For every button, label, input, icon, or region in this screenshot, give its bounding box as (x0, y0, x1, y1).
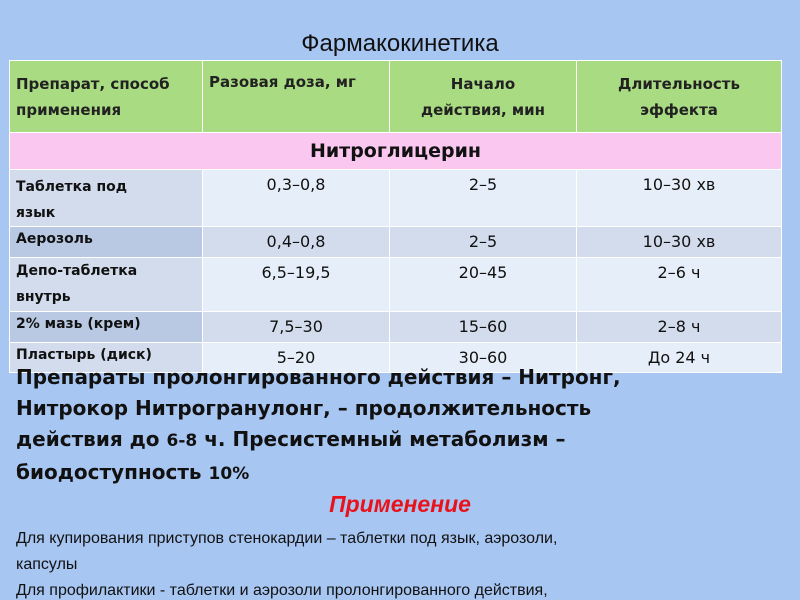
row-duration: 10–30 хв (577, 227, 782, 258)
row-duration: До 24 ч (577, 343, 782, 373)
row-drug-name: Пластырь (диск) (10, 343, 203, 373)
paragraph-line: действия до 6-8 ч. Пресистемный метаболизм – (16, 427, 566, 451)
slide-title: Фармакокинетика (301, 30, 499, 57)
row-drug-name: Таблетка под язык (10, 170, 203, 227)
table-row (10, 170, 782, 227)
header-single-dose: Разовая доза, мг (203, 61, 390, 133)
row-duration: 10–30 хв (577, 170, 782, 227)
row-duration: 2–8 ч (577, 312, 782, 343)
row-dose: 0,4–0,8 (203, 227, 390, 258)
row-dose: 0,3–0,8 (203, 170, 390, 227)
usage-line: капсулы (16, 556, 78, 573)
header-duration: Длительность эффекта (577, 61, 782, 133)
pharmacokinetics-table (9, 60, 782, 373)
row-drug-name: Депо-таблетка внутрь (10, 258, 203, 312)
row-onset: 2–5 (390, 170, 577, 227)
table-header-row (10, 61, 782, 133)
prolonged-drugs-paragraph (16, 362, 786, 490)
paragraph-line: Нитрокор Нитрогранулонг, – продолжительность (16, 396, 592, 420)
usage-line: Для профилактики - таблетки и аэрозоли пролонгированного действия, (16, 582, 548, 599)
row-drug-name: Аерозоль (10, 227, 203, 258)
row-dose: 7,5–30 (203, 312, 390, 343)
row-onset: 15–60 (390, 312, 577, 343)
row-drug-name: 2% мазь (крем) (10, 312, 203, 343)
usage-line: Для купирования приступов стенокардии – таблетки под язык, аэрозоли, (16, 530, 558, 547)
table-row (10, 312, 782, 343)
paragraph-line: Препараты пролонгированного действия – Нитронг, (16, 365, 621, 389)
row-duration: 2–6 ч (577, 258, 782, 312)
header-drug-method: Препарат, способ применения (10, 61, 203, 133)
group-label: Нитроглицерин (10, 133, 782, 170)
paragraph-line: биодоступность 10% (16, 460, 250, 484)
row-dose: 5–20 (203, 343, 390, 373)
table-row (10, 227, 782, 258)
row-onset: 30–60 (390, 343, 577, 373)
row-onset: 20–45 (390, 258, 577, 312)
header-onset: Начало действия, мин (390, 61, 577, 133)
group-row (10, 133, 782, 170)
row-onset: 2–5 (390, 227, 577, 258)
table-row (10, 258, 782, 312)
usage-heading: Применение (329, 491, 471, 517)
row-dose: 6,5–19,5 (203, 258, 390, 312)
